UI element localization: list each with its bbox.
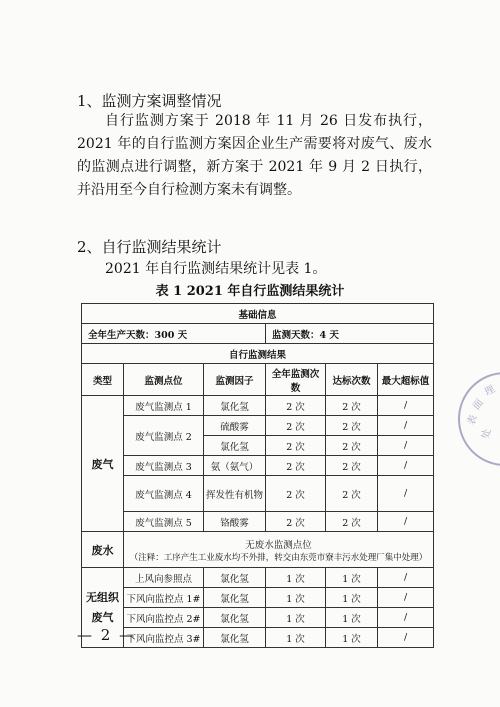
table-row: [82, 476, 434, 512]
count-cell: 2 次: [266, 436, 326, 456]
pass-cell: 2 次: [326, 512, 378, 532]
max-cell: /: [378, 608, 434, 628]
factor-cell: 氯化氢: [204, 588, 266, 608]
monitoring-results-table: [81, 303, 434, 648]
point-cell: 废气监测点 4: [124, 476, 204, 512]
table-row: [82, 344, 434, 364]
factor-cell: 氨（氨气）: [204, 456, 266, 476]
pass-cell: 2 次: [326, 476, 378, 512]
max-cell: /: [378, 568, 434, 588]
table-row: [82, 512, 434, 532]
factor-cell: 氯化氢: [204, 396, 266, 416]
factor-cell: 氯化氢: [204, 608, 266, 628]
section2-heading: 2、自行监测结果统计: [77, 238, 222, 256]
official-seal: 表 面 处 理: [458, 372, 500, 466]
max-cell: /: [378, 476, 434, 512]
column-header: 最大超标值: [378, 364, 434, 396]
factor-cell: 硫酸雾: [204, 416, 266, 436]
max-cell: /: [378, 456, 434, 476]
table-row: [82, 416, 434, 436]
factor-cell: 铬酸雾: [204, 512, 266, 532]
monitoring-days: 监测天数：4 天: [266, 324, 434, 344]
section1-heading: 1、监测方案调整情况: [77, 92, 222, 110]
column-header: 类型: [82, 364, 124, 396]
factor-cell: 氯化氢: [204, 436, 266, 456]
section2-body: 2021 年自行监测结果统计见表 1。: [105, 261, 327, 277]
column-header: 达标次数: [326, 364, 378, 396]
wastewater-line1: 无废水监测点位: [245, 539, 312, 551]
factor-cell: 挥发性有机物: [204, 476, 266, 512]
max-cell: /: [378, 416, 434, 436]
production-days: 全年生产天数：300 天: [82, 324, 266, 344]
count-cell: 2 次: [266, 476, 326, 512]
point-cell: 上风向参照点: [124, 568, 204, 588]
point-cell: 下风向监控点 1#: [124, 588, 204, 608]
table-row: [82, 608, 434, 628]
type-cell: 无组织废气: [82, 568, 124, 648]
column-header: 监测因子: [204, 364, 266, 396]
max-cell: /: [378, 512, 434, 532]
wastewater-note: [124, 532, 434, 568]
factor-cell: 氯化氢: [204, 568, 266, 588]
count-cell: 2 次: [266, 416, 326, 436]
page-number: — 2 —: [77, 626, 137, 644]
type-cell: 废水: [82, 532, 124, 568]
column-header: 监测点位: [124, 364, 204, 396]
basic-info-title: 基础信息: [82, 304, 434, 324]
pass-cell: 1 次: [326, 568, 378, 588]
type-cell: 废气: [82, 396, 124, 532]
pass-cell: 1 次: [326, 588, 378, 608]
point-cell: 废气监测点 2: [124, 416, 204, 456]
max-cell: /: [378, 628, 434, 648]
table-header-row: [82, 364, 434, 396]
table-row: [82, 304, 434, 324]
max-cell: /: [378, 436, 434, 456]
section1-body: 自行监测方案于 2018 年 11 月 26 日发布执行，2021 年的自行监测方案因企业生产需要将对废气、废水的监测点进行调整，新方案于 2021 年 9 月 2 日执行，并沿用至今自行检测方案未有调整。: [77, 113, 432, 198]
table-row: [82, 568, 434, 588]
count-cell: 1 次: [266, 608, 326, 628]
pass-cell: 2 次: [326, 456, 378, 476]
wastewater-line2: （注释：工序产生工业废水均不外排，转交由东莞市寮丰污水处理厂集中处理）: [129, 552, 428, 563]
table-row: [82, 396, 434, 416]
pass-cell: 2 次: [326, 436, 378, 456]
count-cell: 2 次: [266, 456, 326, 476]
max-cell: /: [378, 588, 434, 608]
count-cell: 2 次: [266, 512, 326, 532]
point-cell: 下风向监控点 2#: [124, 608, 204, 628]
pass-cell: 1 次: [326, 628, 378, 648]
table-row: [82, 324, 434, 344]
factor-cell: 氯化氢: [204, 628, 266, 648]
results-title: 自行监测结果: [82, 344, 434, 364]
count-cell: 1 次: [266, 568, 326, 588]
max-cell: /: [378, 396, 434, 416]
table-caption: 表 1 2021 年自行监测结果统计: [155, 284, 345, 299]
count-cell: 1 次: [266, 628, 326, 648]
table-row: [82, 456, 434, 476]
count-cell: 1 次: [266, 588, 326, 608]
pass-cell: 2 次: [326, 396, 378, 416]
pass-cell: 2 次: [326, 416, 378, 436]
column-header: 全年监测次数: [266, 364, 326, 396]
table-row: [82, 532, 434, 568]
pass-cell: 1 次: [326, 608, 378, 628]
point-cell: 下风向监控点 3#: [124, 628, 204, 648]
count-cell: 2 次: [266, 396, 326, 416]
point-cell: 废气监测点 1: [124, 396, 204, 416]
table-row: [82, 588, 434, 608]
point-cell: 废气监测点 3: [124, 456, 204, 476]
point-cell: 废气监测点 5: [124, 512, 204, 532]
